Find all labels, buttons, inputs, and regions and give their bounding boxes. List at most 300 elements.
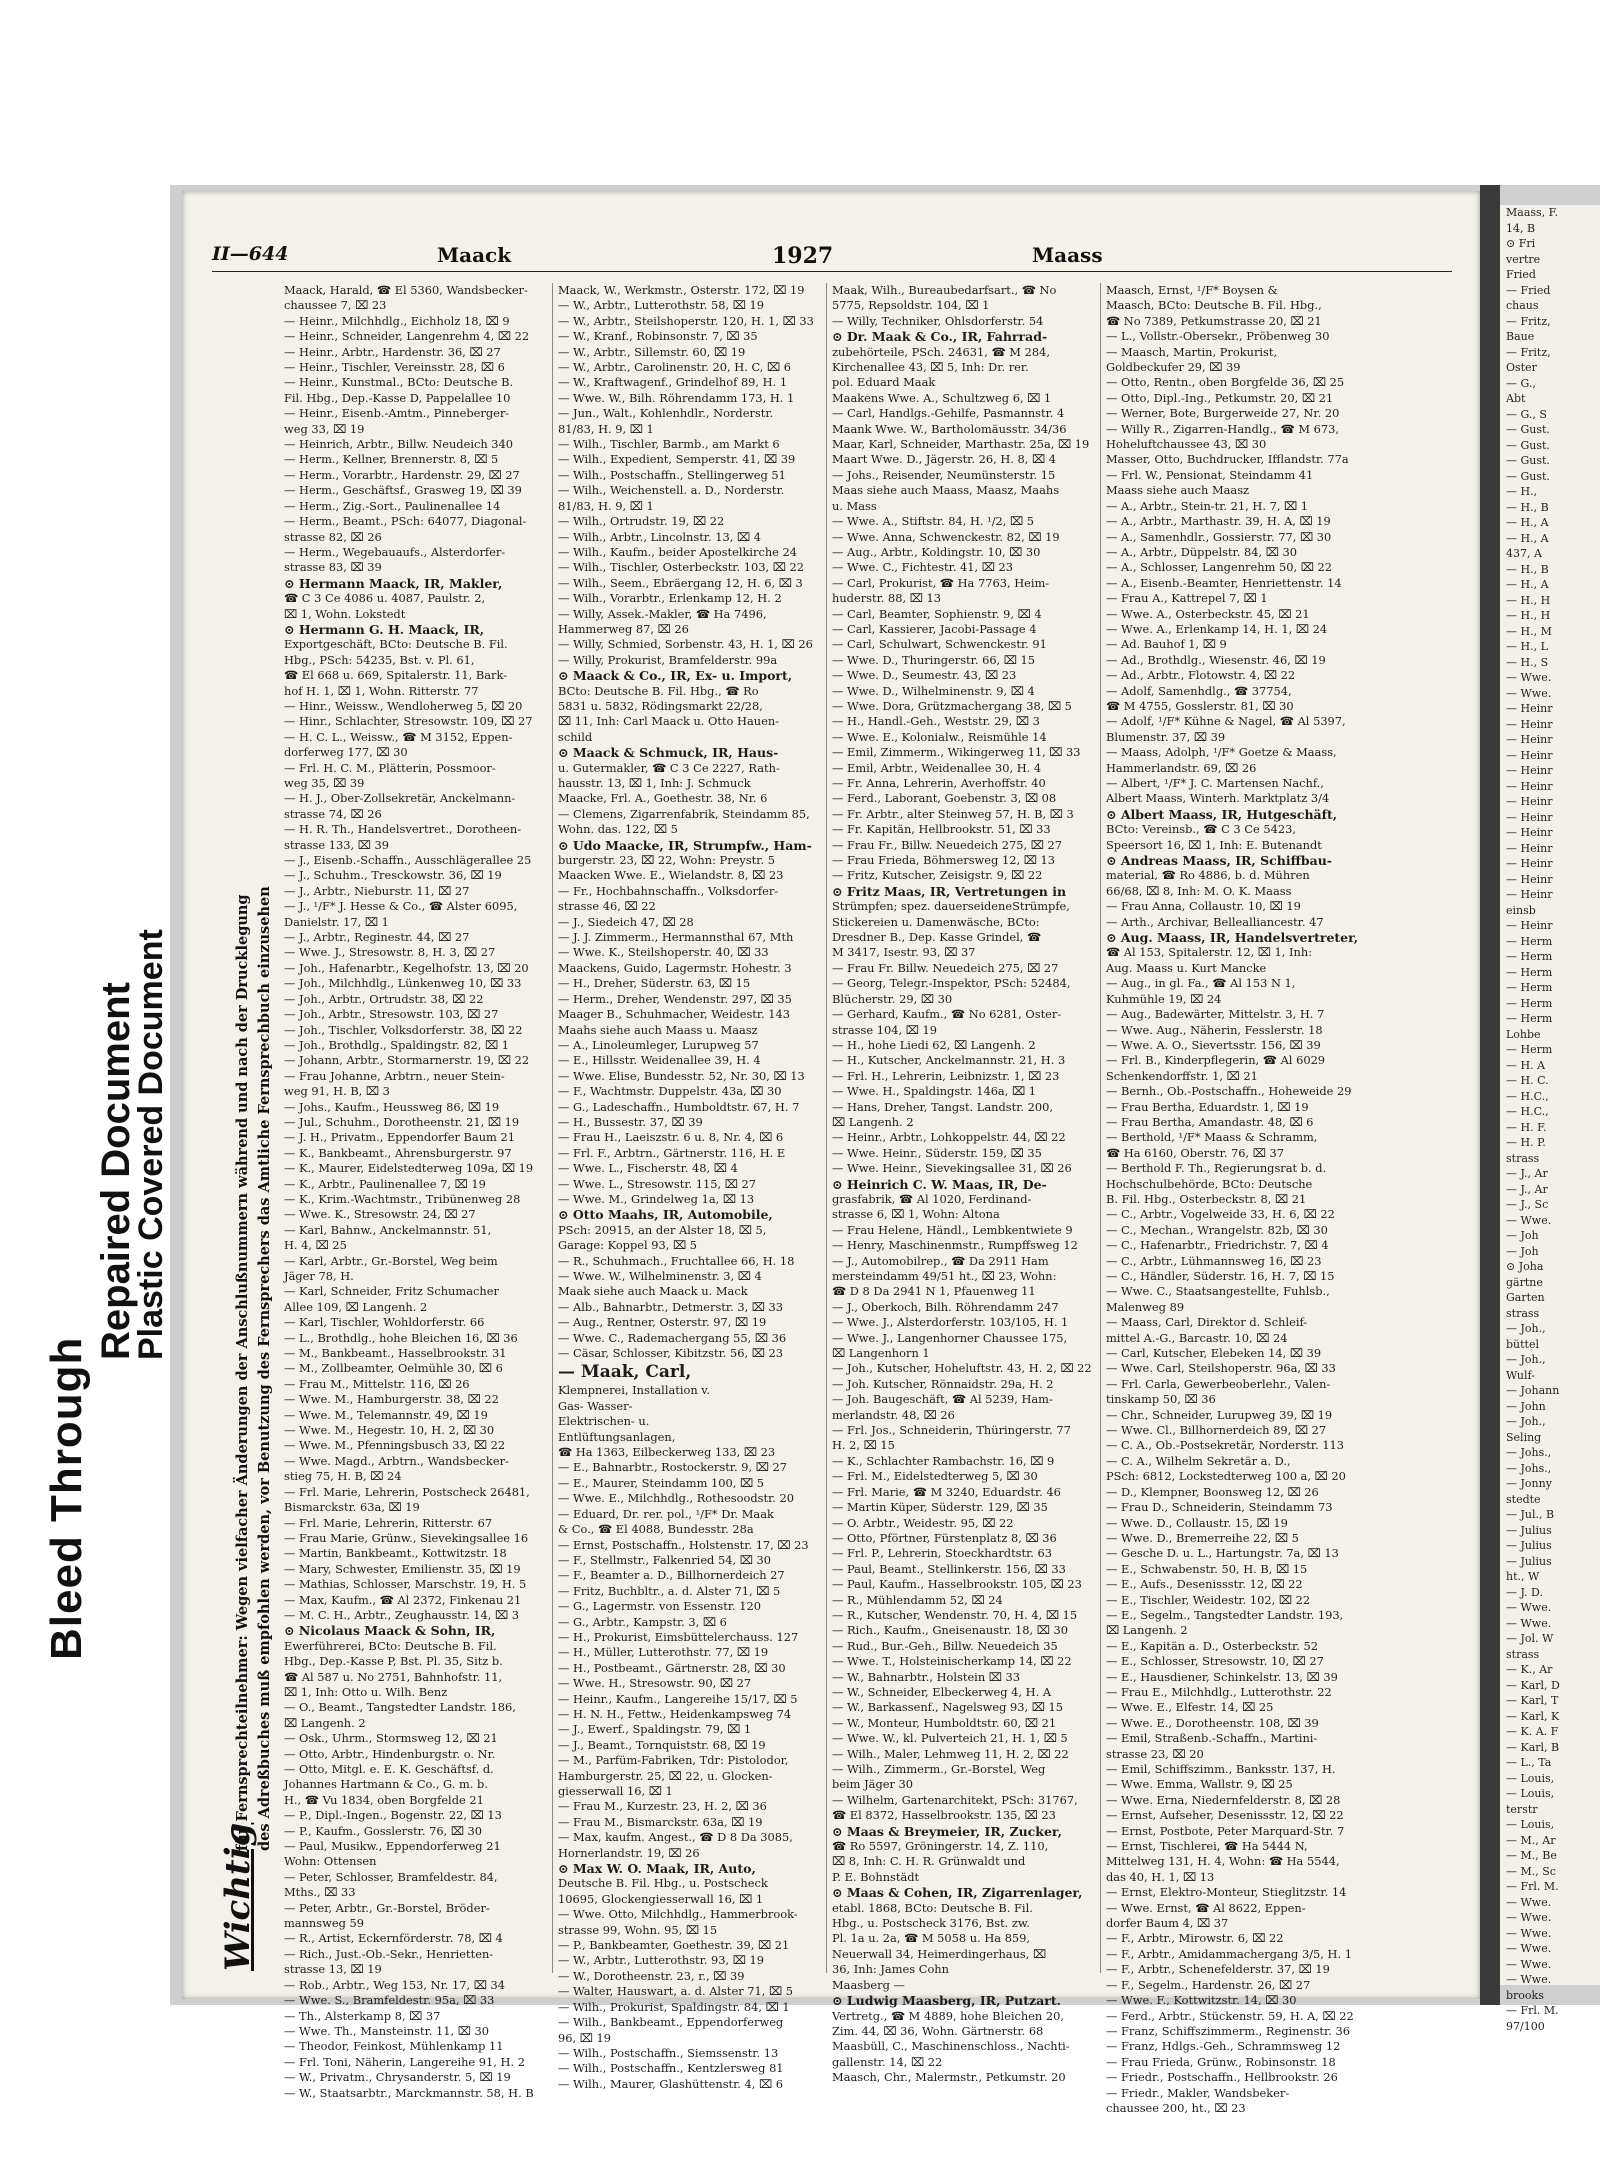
directory-entry: Maackens, Guido, Lagermstr. Hohestr. 3 <box>558 960 792 975</box>
directory-entry: ⊙ Hermann G. H. Maack, IR, <box>284 621 485 637</box>
directory-column-2 <box>558 283 818 2091</box>
directory-entry: pol. Eduard Maak <box>832 375 936 390</box>
directory-entry: Ewerführerei, BCto: Deutsche B. Fil. <box>284 1638 497 1653</box>
directory-entry: — Wwe. F., Kottwitzstr. 14, ⌧ 30 <box>1106 1993 1297 2008</box>
directory-entry: Strümpfen; spez. dauerseideneStrümpfe, <box>832 899 1070 914</box>
adjacent-page-fragment: stedte <box>1506 1492 1541 1506</box>
column-divider <box>826 283 827 1973</box>
directory-entry: — J., Beamt., Tornquiststr. 68, ⌧ 19 <box>558 1737 766 1752</box>
directory-entry: — Heinr., Arbtr., Lohkoppelstr. 44, ⌧ 22 <box>832 1130 1066 1145</box>
adjacent-page-fragment: — Heinr <box>1506 919 1553 932</box>
directory-entry: Allee 109, ⌧ Langenh. 2 <box>284 1299 428 1314</box>
directory-entry: Hamburgerstr. 25, ⌧ 22, u. Glocken- <box>558 1768 773 1783</box>
directory-entry: — K., Bankbeamt., Ahrensburgerstr. 97 <box>284 1145 512 1160</box>
directory-entry: — Herm., Geschäftsf., Grasweg 19, ⌧ 39 <box>284 483 522 498</box>
directory-entry: — C., Hafenarbtr., Friedrichstr. 7, ⌧ 4 <box>1106 1238 1329 1253</box>
adjacent-page-fragment: terstr <box>1506 1802 1538 1816</box>
directory-entry: — Gesche D. u. L., Hartungstr. 7a, ⌧ 13 <box>1106 1546 1339 1561</box>
adjacent-page-fragment: — Heinr <box>1506 795 1553 808</box>
directory-entry: u. Mass <box>832 498 877 513</box>
directory-entry: — Frau Bertha, Amandastr. 48, ⌧ 6 <box>1106 1114 1314 1129</box>
plastic-covered-label: Plastic Covered Document <box>132 929 170 1360</box>
directory-entry: — Wwe. D., Bremerreihe 22, ⌧ 5 <box>1106 1530 1299 1545</box>
directory-entry: stieg 75, H. B, ⌧ 24 <box>284 1469 402 1484</box>
directory-entry: — R., Mühlendamm 52, ⌧ 24 <box>832 1592 1003 1607</box>
directory-entry: — Joh., Kutscher, Hoheluftstr. 43, H. 2, ⌧ 22 <box>832 1361 1092 1376</box>
directory-entry: — Frl. H., Lehrerin, Leibnizstr. 1, ⌧ 23 <box>832 1068 1060 1083</box>
adjacent-page-fragment: — Wwe. <box>1506 671 1552 684</box>
directory-entry: — M., Zollbeamter, Oelmühle 30, ⌧ 6 <box>284 1361 503 1376</box>
directory-entry: — Wwe. J., Stresowstr. 8, H. 3, ⌧ 27 <box>284 945 496 960</box>
directory-entry: — J. H., Privatm., Eppendorfer Baum 21 <box>284 1130 515 1145</box>
directory-entry: Johannes Hartmann & Co., G. m. b. <box>284 1777 488 1792</box>
directory-entry: — Frl. P., Lehrerin, Stoeckhardtstr. 63 <box>832 1546 1053 1561</box>
directory-entry: — Joh., Arbtr., Stresowstr. 103, ⌧ 27 <box>284 1007 499 1022</box>
directory-entry: — E., Schlosser, Stresowstr. 10, ⌧ 27 <box>1106 1654 1324 1669</box>
directory-entry: — Heinr., Milchhdlg., Eichholz 18, ⌧ 9 <box>284 313 510 328</box>
directory-entry: ☎ Al 587 u. No 2751, Bahnhofstr. 11, <box>284 1669 503 1684</box>
directory-entry: — Maass, Carl, Direktor d. Schleif- <box>1106 1315 1308 1330</box>
directory-entry: — Wwe. Th., Mansteinstr. 11, ⌧ 30 <box>284 2023 490 2038</box>
adjacent-page-fragment: — Heinr <box>1506 748 1553 762</box>
directory-entry: — Franz, Schiffszimmerm., Reginenstr. 36 <box>1106 2023 1350 2038</box>
directory-entry: — K., Schlachter Rambachstr. 16, ⌧ 9 <box>832 1453 1055 1468</box>
adjacent-page-fragment: — Heinr <box>1506 857 1553 870</box>
directory-entry: — Wwe. E., Dorotheenstr. 108, ⌧ 39 <box>1106 1715 1319 1730</box>
directory-entry: — C. A., Wilhelm Sekretär a. D., <box>1106 1453 1291 1468</box>
directory-entry: ⊙ Maack & Schmuck, IR, Haus- <box>558 745 779 761</box>
directory-entry: — Willy R., Zigarren-Handlg., ☎ M 673, <box>1106 421 1340 436</box>
directory-entry: — Wwe. A., Osterbeckstr. 45, ⌧ 21 <box>1106 606 1310 621</box>
directory-entry: ⌧ 1, Inh: Otto u. Wilh. Benz <box>284 1684 448 1699</box>
adjacent-page-fragment: — Herm <box>1506 965 1553 979</box>
directory-entry: Blücherstr. 29, ⌧ 30 <box>832 991 953 1006</box>
directory-entry: ☎ C 3 Ce 4086 u. 4087, Paulstr. 2, <box>284 591 486 606</box>
directory-entry: Maager B., Schuhmacher, Weidestr. 143 <box>558 1007 791 1022</box>
directory-entry: — M., Parfüm-Fabriken, Tdr: Pistolodor, <box>558 1753 789 1768</box>
label-column <box>24 320 170 1770</box>
directory-entry: — Fr. Anna, Lehrerin, Averhoffstr. 40 <box>832 776 1046 790</box>
adjacent-page-fragment: — Johann <box>1506 1384 1560 1397</box>
directory-entry: — Fr. Arbtr., alter Steinweg 57, H. B, ⌧ 3 <box>832 806 1074 821</box>
adjacent-page-fragment: — H., <box>1506 485 1538 498</box>
directory-entry: strasse 82, ⌧ 26 <box>284 529 382 544</box>
adjacent-page-fragment: — J., Ar <box>1506 1167 1548 1180</box>
adjacent-page-fragment: — M., Sc <box>1506 1864 1556 1878</box>
adjacent-page-fragment: — Heinr <box>1506 810 1553 824</box>
adjacent-page-fragment: — Herm <box>1506 1043 1553 1056</box>
adjacent-page-fragment: vertre <box>1506 252 1541 266</box>
adjacent-page-fragment: — Heinr <box>1506 888 1553 901</box>
directory-entry: — M., Bankbeamt., Hasselbrookstr. 31 <box>284 1346 507 1361</box>
directory-entry: Maank Wwe. W., Bartholomäusstr. 34/36 <box>832 421 1067 436</box>
directory-entry: — Hans, Dreher, Tangst. Landstr. 200, <box>832 1099 1053 1114</box>
directory-entry: — K., Arbtr., Paulinenallee 7, ⌧ 19 <box>284 1176 486 1191</box>
directory-entry: — Carl, Handlgs.-Gehilfe, Pasmannstr. 4 <box>832 406 1065 421</box>
directory-entry: ⊙ Maas & Cohen, IR, Zigarrenlager, <box>832 1885 1083 1901</box>
directory-entry: — Frl. M., Eidelstedterweg 5, ⌧ 30 <box>832 1469 1038 1484</box>
directory-entry: — A., Eisenb.-Beamter, Henriettenstr. 14 <box>1106 575 1342 590</box>
directory-entry: — Ernst, Aufseher, Desenissstr. 12, ⌧ 22 <box>1106 1808 1344 1823</box>
directory-entry: beim Jäger 30 <box>832 1777 914 1792</box>
directory-entry: ☎ M 4755, Gosslerstr. 81, ⌧ 30 <box>1106 698 1294 713</box>
directory-entry: 96, ⌧ 19 <box>558 2030 611 2045</box>
directory-entry: — Rich., Kaufm., Gneisenaustr. 18, ⌧ 30 <box>832 1623 1069 1638</box>
directory-entry: — D., Klempner, Boonsweg 12, ⌧ 26 <box>1106 1484 1319 1499</box>
directory-entry: — Joh., Tischler, Volksdorferstr. 38, ⌧ 22 <box>284 1022 523 1037</box>
adjacent-page-fragment: — K., Ar <box>1506 1663 1553 1676</box>
directory-entry: — Albert, ¹/F* J. C. Martensen Nachf., <box>1106 776 1324 790</box>
directory-column-1 <box>284 283 544 2100</box>
directory-entry: — Wwe. M., Grindelweg 1a, ⌧ 13 <box>558 1191 755 1206</box>
directory-entry: — Peter, Schlosser, Bramfeldestr. 84, <box>284 1869 498 1884</box>
directory-entry: Entlüftungsanlagen, <box>558 1429 676 1444</box>
directory-entry: — Wwe. A., Erlenkamp 14, H. 1, ⌧ 24 <box>1106 621 1328 636</box>
directory-entry: — H., Kutscher, Anckelmannstr. 21, H. 3 <box>832 1053 1066 1068</box>
directory-entry: — W., Privatm., Chrysanderstr. 5, ⌧ 19 <box>284 2070 511 2085</box>
directory-entry: — Paul, Kaufm., Hasselbrookstr. 105, ⌧ 23 <box>832 1577 1082 1592</box>
directory-entry: — Fr., Hochbahnschaffn., Volksdorfer- <box>558 883 779 898</box>
directory-entry: — Aug., Rentner, Osterstr. 97, ⌧ 19 <box>558 1315 767 1330</box>
directory-entry: Exportgeschäft, BCto: Deutsche B. Fil. <box>284 637 508 652</box>
directory-entry: ⊙ Max W. O. Maak, IR, Auto, <box>558 1861 756 1877</box>
directory-entry: Maack, Harald, ☎ El 5360, Wandsbecker- <box>284 283 528 297</box>
directory-entry: — H. J., Ober-Zollsekretär, Anckelmann- <box>284 791 516 806</box>
directory-entry: etabl. 1868, BCto: Deutsche B. Fil. <box>832 1900 1033 1915</box>
directory-entry: — M. C. H., Arbtr., Zeughausstr. 14, ⌧ 3 <box>284 1607 520 1622</box>
directory-entry: — Wwe. D., Wilhelminenstr. 9, ⌧ 4 <box>832 683 1035 698</box>
directory-entry: 81/83, H. 9, ⌧ 1 <box>558 421 654 436</box>
directory-entry: — W., Kranf., Robinsonstr. 7, ⌧ 35 <box>558 329 758 344</box>
directory-entry: — Heinr., Eisenb.-Amtm., Pinneberger- <box>284 406 510 421</box>
directory-entry: — J., ¹/F* J. Hesse & Co., ☎ Alster 6095, <box>284 899 518 914</box>
directory-entry: Speersort 16, ⌧ 1, Inh: E. Butenandt <box>1106 837 1322 852</box>
directory-entry: — Wwe. C., Fichtestr. 41, ⌧ 23 <box>832 560 1014 575</box>
directory-entry: strasse 133, ⌧ 39 <box>284 837 389 852</box>
adjacent-page-fragment: — Gust. <box>1506 423 1550 436</box>
adjacent-page-fragment: — Heinr <box>1506 779 1553 793</box>
adjacent-page-fragment: Abt <box>1506 392 1526 405</box>
adjacent-page-fragment: Oster <box>1506 361 1537 374</box>
directory-entry: Hbg., u. Postscheck 3176, Bst. zw. <box>832 1916 1030 1931</box>
directory-entry: — Wwe. H., Spaldingstr. 146a, ⌧ 1 <box>832 1084 1036 1099</box>
directory-entry: — Wwe. J., Langenhorner Chaussee 175, <box>832 1330 1068 1345</box>
directory-entry: — W., Bahnarbtr., Holstein ⌧ 33 <box>832 1669 1021 1684</box>
directory-entry: — Frau H., Laeiszstr. 6 u. 8, Nr. 4, ⌧ 6 <box>558 1130 784 1145</box>
directory-entry: — Heinrich, Arbtr., Billw. Neudeich 340 <box>284 437 514 452</box>
directory-entry: — Frl. W., Pensionat, Steindamm 41 <box>1106 467 1314 482</box>
directory-entry: — W., Monteur, Humboldtstr. 60, ⌧ 21 <box>832 1715 1057 1730</box>
directory-entry: — Osk., Uhrm., Stormsweg 12, ⌧ 21 <box>284 1731 498 1746</box>
directory-entry: 36, Inh: James Cohn <box>832 1962 949 1977</box>
directory-entry: — Berthold F. Th., Regierungsrat b. d. <box>1106 1161 1327 1176</box>
directory-entry: — Frau M., Bismarckstr. 63a, ⌧ 19 <box>558 1814 763 1829</box>
directory-entry: — H., Handl.-Geh., Weststr. 29, ⌧ 3 <box>832 714 1040 729</box>
directory-entry: Zim. 44, ⌧ 36, Wohn. Gärtnerstr. 68 <box>832 2023 1044 2038</box>
directory-entry: — J., Oberkoch, Bilh. Röhrendamm 247 <box>832 1299 1059 1314</box>
directory-entry: ⌧ Langenhorn 1 <box>832 1346 930 1361</box>
directory-entry: Bismarckstr. 63a, ⌧ 19 <box>284 1500 420 1515</box>
directory-entry: — F., Arbtr., Mirowstr. 6, ⌧ 22 <box>1106 1931 1284 1946</box>
directory-entry: — E., Aufs., Desenissstr. 12, ⌧ 22 <box>1106 1577 1303 1592</box>
directory-entry: — Frau M., Mittelstr. 116, ⌧ 26 <box>284 1376 470 1391</box>
directory-entry: — Maak, Carl, <box>558 1362 692 1383</box>
adjacent-page-fragment: Seling <box>1506 1430 1542 1444</box>
adjacent-page-fragment: ⊙ Fri <box>1506 237 1536 250</box>
directory-entry: — Herm., Vorarbtr., Hardenstr. 29, ⌧ 27 <box>284 467 520 482</box>
directory-entry: — Eduard, Dr. rer. pol., ¹/F* Dr. Maak <box>558 1506 774 1521</box>
directory-entry: — C., Mechan., Wrangelstr. 82b, ⌧ 30 <box>1106 1222 1328 1237</box>
directory-entry: Klempnerei, Installation v. <box>558 1383 710 1398</box>
directory-entry: — Wilh., Weichenstell. a. D., Norderstr. <box>558 483 785 498</box>
adjacent-page-fragment: — H., S <box>1506 655 1549 669</box>
directory-entry: strasse 13, ⌧ 19 <box>284 1962 382 1977</box>
directory-entry: ⊙ Hermann Maack, IR, Makler, <box>284 575 503 591</box>
directory-entry: — Heinr., Arbtr., Hardenstr. 36, ⌧ 27 <box>284 344 501 359</box>
directory-entry: — Joh., Arbtr., Ortrudstr. 38, ⌧ 22 <box>284 991 484 1006</box>
directory-entry: — R., Schuhmach., Fruchtallee 66, H. 18 <box>558 1253 795 1268</box>
directory-entry: — Adolf, Samenhdlg., ☎ 37754, <box>1106 683 1292 698</box>
directory-entry: — Otto, Mitgl. e. E. K. Geschäftsf. d. <box>284 1762 494 1776</box>
adjacent-page-fragment: — Fritz, <box>1506 314 1551 328</box>
directory-entry: gallenstr. 14, ⌧ 22 <box>832 2054 943 2069</box>
adjacent-page-fragment: strass <box>1506 1151 1540 1165</box>
directory-entry: tinskamp 50, ⌧ 36 <box>1106 1392 1216 1407</box>
adjacent-page-fragment: strass <box>1506 1306 1540 1320</box>
directory-entry: Hbg., PSch: 54235, Bst. v. Pl. 61, <box>284 652 475 667</box>
directory-entry: — Carl, Prokurist, ☎ Ha 7763, Heim- <box>832 575 1050 590</box>
directory-entry: ☎ No 7389, Petkumstrasse 20, ⌧ 21 <box>1106 313 1322 328</box>
directory-entry: — Frau Anna, Collaustr. 10, ⌧ 19 <box>1106 899 1301 914</box>
directory-entry: — Wwe. S., Bramfeldestr. 95a, ⌧ 33 <box>284 1993 495 2008</box>
adjacent-page-fragment: — J. D. <box>1506 1585 1543 1599</box>
directory-entry: ⊙ Aug. Maass, IR, Handelsvertreter, <box>1106 930 1359 946</box>
directory-entry: Maack, W., Werkmstr., Osterstr. 172, ⌧ 19 <box>558 283 805 297</box>
scanned-spread <box>170 185 1600 2115</box>
directory-entry: Fil. Hbg., Dep.-Kasse D, Pappelallee 10 <box>284 390 511 405</box>
adjacent-page-fragment: strass <box>1506 1647 1540 1661</box>
directory-entry: — Wwe. L., Fischerstr. 48, ⌧ 4 <box>558 1161 738 1176</box>
directory-entry: — J., Eisenb.-Schaffn., Ausschlägerallee 25 <box>284 853 532 868</box>
adjacent-page-fragment: — Louis, <box>1506 1771 1555 1785</box>
directory-entry: Maas siehe auch Maass, Maasz, Maahs <box>832 483 1060 498</box>
directory-entry: — Wilh., Kaufm., beider Apostelkirche 24 <box>558 544 798 559</box>
directory-entry: — Frau M., Kurzestr. 23, H. 2, ⌧ 36 <box>558 1799 767 1814</box>
directory-entry: — Alb., Bahnarbtr., Detmerstr. 3, ⌧ 33 <box>558 1299 784 1314</box>
directory-entry: — Wwe. J., Alsterdorferstr. 103/105, H. 1 <box>832 1315 1069 1330</box>
adjacent-page-fragment: Fried <box>1506 268 1536 281</box>
directory-entry: Maasberg — <box>832 1977 905 1992</box>
directory-entry: — P., Dipl.-Ingen., Bogenstr. 22, ⌧ 13 <box>284 1808 502 1823</box>
directory-entry: — Frau Fr., Billw. Neuedeich 275, ⌧ 27 <box>832 837 1063 852</box>
directory-entry: Garage: Koppel 93, ⌧ 5 <box>558 1238 697 1253</box>
directory-entry: — Wwe. K., Stresowstr. 24, ⌧ 27 <box>284 1207 476 1222</box>
directory-entry: Maasbüll, C., Maschinenschloss., Nachti- <box>832 2039 1070 2054</box>
directory-entry: Maasch, Ernst, ¹/F* Boysen & <box>1106 283 1278 297</box>
directory-entry: ☎ Ha 1363, Eilbeckerweg 133, ⌧ 23 <box>558 1445 776 1460</box>
directory-entry: ⊙ Nicolaus Maack & Sohn, IR, <box>284 1623 496 1639</box>
directory-entry: — A., Schlosser, Langenrehm 50, ⌧ 22 <box>1106 560 1332 575</box>
directory-entry: Maart Wwe. D., Jägerstr. 26, H. 8, ⌧ 4 <box>832 452 1057 467</box>
directory-entry: — Wwe. D., Thuringerstr. 66, ⌧ 15 <box>832 652 1036 667</box>
adjacent-page-fragment: — H. P. <box>1506 1136 1546 1149</box>
page-header <box>212 241 1452 272</box>
directory-entry: — Wwe. Magd., Arbtrn., Wandsbecker- <box>284 1453 509 1468</box>
directory-entry: — Heinr., Schneider, Langenrehm 4, ⌧ 22 <box>284 329 530 344</box>
wichtig-sidebar <box>212 291 288 1981</box>
directory-entry: chaussee 200, ht., ⌧ 23 <box>1106 2100 1246 2115</box>
directory-entry: — F., Beamter a. D., Billhornerdeich 27 <box>558 1568 785 1583</box>
directory-entry: — W., Kraftwagenf., Grindelhof 89, H. 1 <box>558 375 788 390</box>
directory-entry: — Johann, Arbtr., Stormarnerstr. 19, ⌧ 22 <box>284 1053 530 1068</box>
directory-entry: — Otto, Arbtr., Hindenburgstr. o. Nr. <box>284 1746 496 1761</box>
directory-entry: — F., Segelm., Hardenstr. 26, ⌧ 27 <box>1106 1977 1311 1992</box>
adjacent-page-fragment: — Wwe. <box>1506 1942 1552 1955</box>
directory-entry: — C., Arbtr., Vogelweide 33, H. 6, ⌧ 22 <box>1106 1207 1335 1222</box>
directory-entry: — Hinr., Schlachter, Stresowstr. 109, ⌧ 27 <box>284 714 533 729</box>
adjacent-page-fragment: — Johs., <box>1506 1461 1552 1475</box>
directory-entry: ⊙ Andreas Maass, IR, Schiffbau- <box>1106 853 1332 869</box>
adjacent-page-fragment: — Wwe. <box>1506 1213 1552 1227</box>
directory-entry: — Ferd., Laborant, Goebenstr. 3, ⌧ 08 <box>832 791 1057 806</box>
directory-entry: — Ernst, Postschaffn., Holstenstr. 17, ⌧ 23 <box>558 1537 809 1552</box>
adjacent-page-fragment: — Jonny <box>1506 1477 1552 1490</box>
adjacent-page-fragment: — Joh., <box>1506 1322 1546 1335</box>
adjacent-page-fragment: — Joh <box>1506 1229 1539 1242</box>
directory-entry: — Wwe. W., Wilhelminenstr. 3, ⌧ 4 <box>558 1269 762 1283</box>
bleed-through-label: Bleed Through <box>42 1336 91 1660</box>
directory-entry: hausstr. 13, ⌧ 1, Inh: J. Schmuck <box>558 776 751 790</box>
directory-entry: — Wwe. T., Holsteinischerkamp 14, ⌧ 22 <box>832 1654 1072 1669</box>
directory-entry: Blumenstr. 37, ⌧ 39 <box>1106 729 1226 744</box>
adjacent-page-fragment: — H.C., <box>1506 1105 1549 1118</box>
directory-entry: — A., Arbtr., Marthastr. 39, H. A, ⌧ 19 <box>1106 514 1331 529</box>
directory-entry: BCto: Vereinsb., ☎ C 3 Ce 5423, <box>1106 822 1296 837</box>
adjacent-page-fragment: chaus <box>1506 299 1539 312</box>
directory-entry: — Ferd., Arbtr., Stückenstr. 59, H. A, ⌧ 22 <box>1106 2008 1354 2023</box>
directory-entry: — H. N. H., Fettw., Heidenkampsweg 74 <box>558 1706 792 1721</box>
adjacent-page-fragment: — Johs., <box>1506 1446 1552 1459</box>
directory-entry: — Frl. Jos., Schneiderin, Thüringerstr. 77 <box>832 1423 1071 1438</box>
directory-entry: ⌧ 11, Inh: Carl Maack u. Otto Hauen- <box>558 714 780 729</box>
adjacent-page-fragment: — Herm <box>1506 1012 1553 1025</box>
directory-entry: — J., Arbtr., Nieburstr. 11, ⌧ 27 <box>284 883 470 898</box>
directory-entry: dorferweg 177, ⌧ 30 <box>284 745 408 760</box>
page-number: II—644 <box>212 243 289 265</box>
directory-entry: — Max, kaufm. Angest., ☎ D 8 Da 3085, <box>558 1830 793 1845</box>
directory-entry: — Wwe. Carl, Steilshoperstr. 96a, ⌧ 33 <box>1106 1361 1336 1376</box>
directory-entry: — Wwe. D., Collaustr. 15, ⌧ 19 <box>1106 1515 1288 1530</box>
directory-page <box>182 191 1480 2115</box>
directory-entry: ⊙ Ludwig Maasberg, IR, Putzart. <box>832 1993 1061 2009</box>
directory-entry: — Herm., Beamt., PSch: 64077, Diagonal- <box>284 514 527 529</box>
adjacent-page-fragment: — Heinr <box>1506 826 1553 839</box>
directory-entry: — Wilh., Postschaffn., Siemssenstr. 13 <box>558 2045 779 2060</box>
directory-entry: mittel A.-G., Barcastr. 10, ⌧ 24 <box>1106 1330 1288 1345</box>
directory-entry: — Werner, Bote, Burgerweide 27, Nr. 20 <box>1106 406 1340 421</box>
adjacent-page-fragment: — Karl, T <box>1506 1694 1559 1707</box>
adjacent-page-fragment: — John <box>1506 1399 1546 1413</box>
directory-entry: — Th., Alsterkamp 8, ⌧ 37 <box>284 2008 441 2023</box>
adjacent-page-fragment: — H., B <box>1506 500 1549 514</box>
adjacent-page-fragment: — Heinr <box>1506 872 1553 886</box>
directory-entry: — Wwe. Ernst, ☎ Al 8622, Eppen- <box>1106 1900 1306 1915</box>
directory-entry: — Ernst, Postbote, Peter Marquard-Str. 7 <box>1106 1823 1345 1838</box>
adjacent-page-fragment: — Julius <box>1506 1554 1552 1568</box>
directory-entry: — Wwe. A., Stiftstr. 84, H. ¹/2, ⌧ 5 <box>832 514 1035 529</box>
directory-entry: — W., Arbtr., Lutterothstr. 58, ⌧ 19 <box>558 298 765 313</box>
directory-entry: — Cäsar, Schlosser, Kibitzstr. 56, ⌧ 23 <box>558 1346 783 1361</box>
directory-entry: dorfer Baum 4, ⌧ 37 <box>1106 1916 1229 1931</box>
directory-entry: — J., Arbtr., Reginestr. 44, ⌧ 27 <box>284 930 470 945</box>
adjacent-page-fragment: gärtne <box>1506 1275 1543 1289</box>
sidebar-note-line2: des Adreßbuches muß empfohlen werden, vor Benutzung des Fernsprechers das Amtliche Fernsprechbuch einzusehen <box>256 886 273 1851</box>
adjacent-page-fragment: — Julius <box>1506 1523 1552 1537</box>
directory-entry: — Wwe. H., Stresowstr. 90, ⌧ 27 <box>558 1676 752 1691</box>
adjacent-page-fragment: — Frl. M. <box>1506 1880 1559 1893</box>
directory-entry: — Frau Frieda, Böhmersweg 12, ⌧ 13 <box>832 853 1055 868</box>
directory-entry: — Henry, Maschinenmstr., Rumpffsweg 12 <box>832 1238 1078 1253</box>
directory-entry: — Wwe. E., Elfestr. 14, ⌧ 25 <box>1106 1700 1274 1715</box>
adjacent-page-fragment: 437, A <box>1506 547 1542 560</box>
directory-entry: weg 33, ⌧ 19 <box>284 421 365 436</box>
directory-entry: — Carl, Schulwart, Schwenckestr. 91 <box>832 637 1047 652</box>
directory-entry: — Emil, Arbtr., Weidenallee 30, H. 4 <box>832 760 1042 775</box>
directory-entry: Neuerwall 34, Heimerdingerhaus, ⌧ <box>832 1946 1047 1961</box>
directory-entry: — F., Wachtmstr. Duppelstr. 43a, ⌧ 30 <box>558 1084 782 1099</box>
directory-entry: ⊙ Udo Maacke, IR, Strumpfw., Ham- <box>558 837 812 853</box>
directory-entry: das 40, H. 1, ⌧ 13 <box>1106 1869 1215 1884</box>
adjacent-page-fragment: — H., A <box>1506 516 1549 529</box>
sidebar-note-line1: für Fernsprechteilnehmer: Wegen vielfacher Änderungen der Anschlußnummern während und nach der Drucklegung <box>234 894 251 1851</box>
directory-entry: — A., Arbtr., Düppelstr. 84, ⌧ 30 <box>1106 544 1297 559</box>
header-left-name: Maack <box>437 243 512 267</box>
directory-entry: — Johs., Kaufm., Heussweg 86, ⌧ 19 <box>284 1099 500 1114</box>
directory-entry: — W., Arbtr., Carolinenstr. 20, H. C, ⌧ 6 <box>558 360 792 375</box>
directory-entry: — Wilh., Vorarbtr., Erlenkamp 12, H. 2 <box>558 591 782 606</box>
directory-entry: — Wilh., Tischler, Osterbeckstr. 103, ⌧ 22 <box>558 560 804 575</box>
directory-entry: — C., Händler, Süderstr. 16, H. 7, ⌧ 15 <box>1106 1269 1335 1283</box>
directory-entry: — Fritz, Buchbltr., a. d. Alster 71, ⌧ 5 <box>558 1583 781 1598</box>
directory-entry: — Wwe. Aug., Näherin, Fesslerstr. 18 <box>1106 1022 1323 1037</box>
directory-entry: H. 2, ⌧ 15 <box>832 1438 895 1453</box>
adjacent-page-fragment: 14, B <box>1506 221 1536 235</box>
header-year: 1927 <box>772 243 834 269</box>
directory-entry: — Ad. Bauhof 1, ⌧ 9 <box>1106 637 1227 652</box>
directory-entry: — Frau Bertha, Eduardstr. 1, ⌧ 19 <box>1106 1099 1309 1114</box>
directory-entry: H., ☎ Vu 1834, oben Borgfelde 21 <box>284 1792 484 1807</box>
directory-entry: Hornerlandstr. 19, ⌧ 26 <box>558 1845 700 1860</box>
directory-entry: — Max, Kaufm., ☎ Al 2372, Finkenau 21 <box>284 1592 522 1607</box>
directory-entry: u. Gutermakler, ☎ C 3 Ce 2227, Rath- <box>558 760 780 775</box>
directory-entry: P. E. Bohnstädt <box>832 1869 920 1884</box>
directory-entry: — E., Schwabenstr. 50, H. B, ⌧ 15 <box>1106 1561 1308 1576</box>
directory-column-4 <box>1106 283 1386 2115</box>
directory-entry: & Co., ☎ El 4088, Bundesstr. 28a <box>558 1522 754 1537</box>
directory-entry: ☎ Ha 6160, Oberstr. 76, ⌧ 37 <box>1106 1145 1285 1160</box>
directory-entry: — Fr. Kapitän, Hellbrookstr. 51, ⌧ 33 <box>832 822 1051 837</box>
directory-entry: — Wilh., Expedient, Semperstr. 41, ⌧ 39 <box>558 452 796 467</box>
directory-entry: 5831 u. 5832, Rödingsmarkt 22/28, <box>558 698 763 713</box>
directory-entry: — Wwe. C., Staatsangestellte, Fuhlsb., <box>1106 1284 1330 1299</box>
directory-entry: — Emil, Zimmerm., Wikingerweg 11, ⌧ 33 <box>832 745 1081 760</box>
directory-entry: — Joh., Milchhdlg., Lünkenweg 10, ⌧ 33 <box>284 976 522 991</box>
directory-entry: — Heinr., Tischler, Vereinsstr. 28, ⌧ 6 <box>284 360 505 375</box>
directory-entry: — Wwe. A. O., Sievertsstr. 156, ⌧ 39 <box>1106 1037 1321 1052</box>
adjacent-page-fragment: — Heinr <box>1506 702 1553 715</box>
directory-entry: schild <box>558 729 593 744</box>
directory-entry: — P., Bankbeamter, Goethestr. 39, ⌧ 21 <box>558 1938 790 1953</box>
